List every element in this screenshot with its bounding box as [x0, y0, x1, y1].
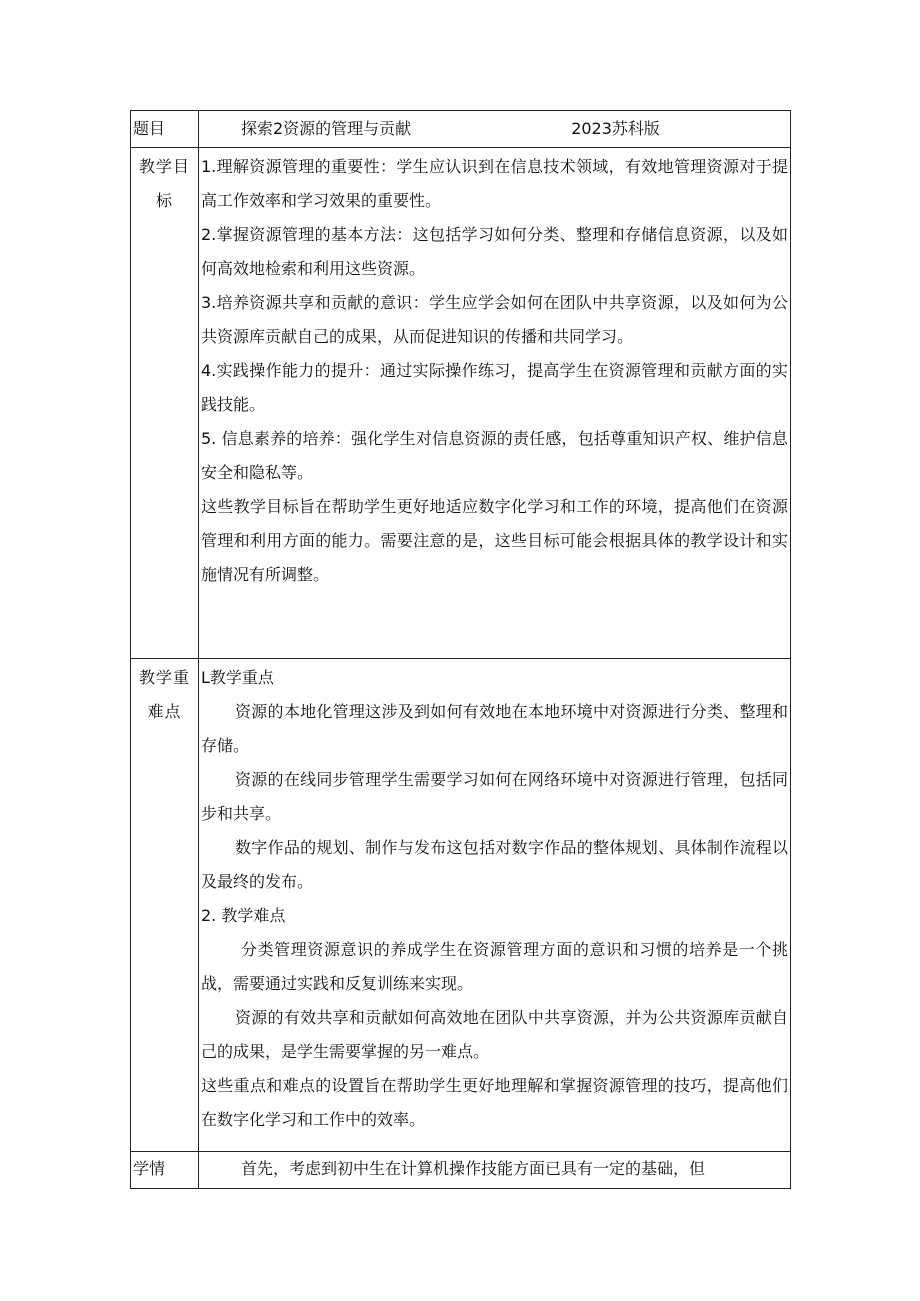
focus-row [131, 659, 791, 1152]
edition-label: 2023苏科版 [571, 119, 660, 138]
goal-item: 1.理解资源管理的重要性：学生应认识到在信息技术领域，有效地管理资源对于提高工作效率和学习效果的重要性。 [201, 157, 788, 210]
title-label: 题目 [131, 111, 199, 148]
focus-summary: 这些重点和难点的设置旨在帮助学生更好地理解和掌握资源管理的技巧，提高他们在数字化学习和工作中的效率。 [201, 1076, 788, 1129]
key-point: 资源的本地化管理这涉及到如何有效地在本地环境中对资源进行分类、整理和存储。 [201, 702, 788, 755]
study-content [199, 1152, 791, 1189]
goals-row [131, 148, 791, 659]
difficulty-heading: 2. 教学难点 [201, 906, 286, 925]
study-row [131, 1152, 791, 1189]
lesson-name: 探索2资源的管理与贡献 [241, 119, 412, 138]
title-row [131, 111, 791, 148]
key-heading: L教学重点 [201, 668, 274, 687]
key-point: 数字作品的规划、制作与发布这包括对数字作品的整体规划、具体制作流程以及最终的发布。 [201, 838, 788, 891]
key-point: 资源的在线同步管理学生需要学习如何在网络环境中对资源进行管理，包括同步和共享。 [201, 770, 788, 823]
goal-item: 5. 信息素养的培养：强化学生对信息资源的责任感，包括尊重知识产权、维护信息安全和隐私等。 [201, 429, 788, 482]
goal-item: 4.实践操作能力的提升：通过实际操作练习，提高学生在资源管理和贡献方面的实践技能。 [201, 361, 788, 414]
goal-item: 2.掌握资源管理的基本方法：这包括学习如何分类、整理和存储信息资源，以及如何高效地检索和利用这些资源。 [201, 225, 788, 278]
lesson-plan-table [130, 110, 791, 1189]
goals-label: 教学目标 [131, 148, 199, 659]
study-label: 学情 [131, 1152, 199, 1189]
study-text: 首先，考虑到初中生在计算机操作技能方面已具有一定的基础，但 [241, 1159, 706, 1178]
focus-content [199, 659, 791, 1152]
difficulty-point: 分类管理资源意识的养成学生在资源管理方面的意识和习惯的培养是一个挑战，需要通过实践和反复训练来实现。 [201, 940, 788, 993]
goal-item: 3.培养资源共享和贡献的意识：学生应学会如何在团队中共享资源，以及如何为公共资源库贡献自己的成果，从而促进知识的传播和共同学习。 [201, 293, 788, 346]
focus-label: 教学重难点 [131, 659, 199, 1152]
goals-content [199, 148, 791, 659]
difficulty-point: 资源的有效共享和贡献如何高效地在团队中共享资源，并为公共资源库贡献自己的成果，是学生需要掌握的另一难点。 [201, 1008, 788, 1061]
goal-summary: 这些教学目标旨在帮助学生更好地适应数字化学习和工作的环境，提高他们在资源管理和利用方面的能力。需要注意的是，这些目标可能会根据具体的教学设计和实施情况有所调整。 [201, 497, 788, 584]
title-cell [199, 111, 791, 148]
